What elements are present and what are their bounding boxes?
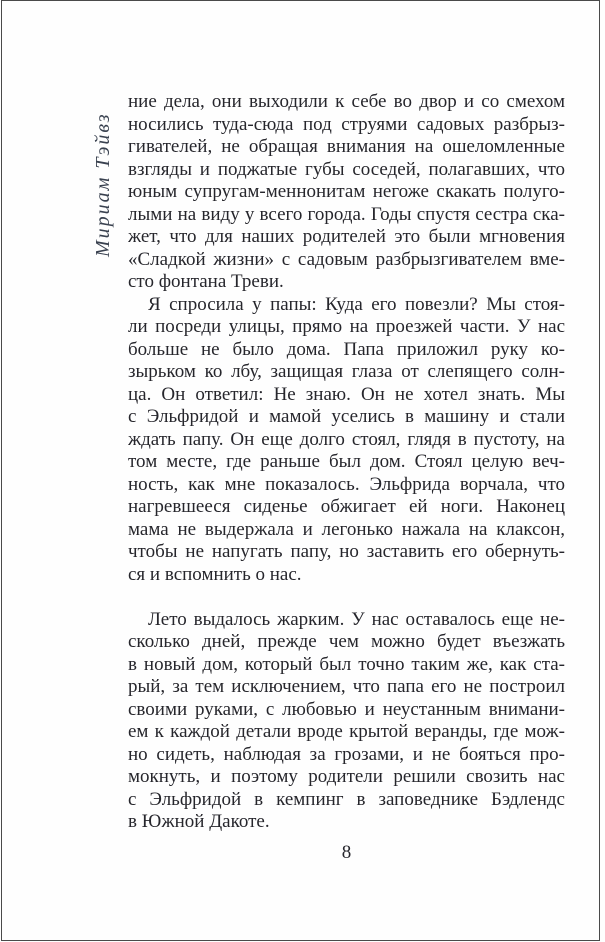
text-line: больше не было дома. Папа приложил руку ко- bbox=[128, 338, 565, 360]
text-line: «Сладкой жизни» с садовым разбрызгивателем вме- bbox=[128, 248, 565, 270]
text-line: Я спросила у папы: Куда его повезли? Мы стоя- bbox=[148, 293, 565, 315]
text-line: зырьком ко лбу, защищая глаза от слепящего солн- bbox=[128, 361, 565, 382]
text-line: мама не выдержала и легонько нажала на клаксон, bbox=[128, 518, 565, 540]
text-line: нагревшееся сиденье обжигает ей ноги. Наконец bbox=[128, 496, 565, 517]
text-line: гивателей, не обращая внимания на ошеломленные bbox=[128, 136, 565, 157]
text-line: своими руками, с любовью и неустанным внимани- bbox=[128, 698, 565, 720]
text-line: взгляды и поджатые губы соседей, полагавших, что bbox=[128, 158, 565, 180]
text-line: ся и вспомнить о нас. bbox=[128, 563, 302, 585]
text-line: ждать папу. Он еще долго стоял, глядя в пустоту, на bbox=[128, 428, 565, 450]
text-line: Лето выдалось жарким. У нас оставалось еще не- bbox=[148, 608, 565, 630]
text-line: с Эльфридой в кемпинг в заповеднике Бэдлендс bbox=[128, 788, 565, 810]
page-text bbox=[128, 91, 565, 834]
text-line: ем к каждой детали вроде крытой веранды, где мож- bbox=[128, 721, 565, 742]
text-line: юным супругам-меннонитам негоже скакать полуго- bbox=[128, 181, 565, 202]
text-line: носились туда-сюда под струями садовых разбрыз- bbox=[128, 113, 565, 135]
text-line: рый, за тем исключением, что папа его не построил bbox=[128, 676, 565, 697]
paragraph bbox=[128, 294, 565, 587]
text-line: с Эльфридой и мамой уселись в машину и стали bbox=[128, 406, 565, 427]
text-line: сто фонтана Треви. bbox=[128, 271, 284, 292]
text-line: в новый дом, который был точно таким же, как ста- bbox=[128, 653, 565, 675]
text-line: жет, что для наших родителей это были мгновения bbox=[128, 226, 565, 247]
paragraph bbox=[128, 609, 565, 834]
text-line: чтобы не напугать папу, но заставить его обернуть- bbox=[128, 541, 565, 562]
text-line: ли посреди улицы, прямо на проезжей части. У нас bbox=[128, 316, 565, 337]
text-line: сколько дней, прежде чем можно будет въезжать bbox=[128, 631, 565, 652]
text-line: ца. Он ответил: Не знаю. Он не хотел знать. Мы bbox=[128, 383, 565, 405]
text-line: ние дела, они выходили к себе во двор и со смехом bbox=[128, 91, 565, 112]
page-number: 8 bbox=[341, 842, 352, 863]
text-line: но сидеть, наблюдая за грозами, и не бояться про- bbox=[128, 743, 565, 765]
text-line: в Южной Дакоте. bbox=[128, 811, 270, 832]
text-line: лыми на виду у всего города. Годы спустя сестра ска- bbox=[128, 203, 565, 225]
text-line: том месте, где раньше был дом. Стоял целую веч- bbox=[128, 451, 565, 472]
paragraph bbox=[128, 91, 565, 294]
text-line: ность, как мне показалось. Эльфрида ворчала, что bbox=[128, 473, 565, 495]
text-line: мокнуть, и поэтому родители решили свозить нас bbox=[128, 766, 565, 787]
running-head-author: Мириам Тэйвз bbox=[92, 112, 114, 257]
